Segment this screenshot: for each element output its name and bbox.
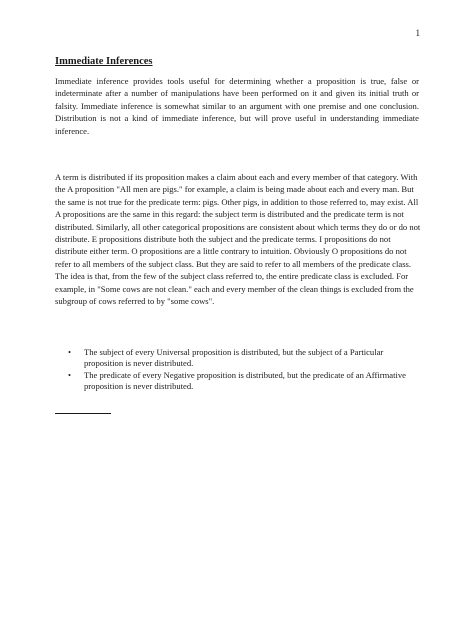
list-item xyxy=(68,370,418,392)
distribution-rules-list xyxy=(68,347,418,393)
list-item xyxy=(68,347,418,369)
intro-paragraph: Immediate inference provides tools useful for determining whether a proposition is true, false or indeterminate after a number of manipulations have been performed on it and given its initial truth or falsity. Immediate inference is somewhat similar to an argument with one premise and one conclusion. Distribution is not a kind of immediate inference, but will prove useful in understanding immediate inference. xyxy=(55,76,419,136)
bullet-icon: • xyxy=(68,347,72,357)
list-item-text: The predicate of every Negative proposition is distributed, but the predicate of an Affirmative proposition is never distributed. xyxy=(84,370,407,391)
page-number: 1 xyxy=(415,28,420,38)
footnote-separator xyxy=(55,413,111,414)
list-item-text: The subject of every Universal proposition is distributed, but the subject of a Particular proposition is never distributed. xyxy=(84,347,384,368)
distribution-paragraph: A term is distributed if its proposition makes a claim about each and every member of that category. With the A proposition "All men are pigs." for example, a claim is being made about each and every man. But the same is not true for the predicate term: pigs. Other pigs, in addition to those referred to, may exist. All A propositions are the same in this regard: the subject term is distributed and the predicate term is not distributed. Similarly, all other categorical propositions are consistent about which terms they do or do not distribute. E propositions distribute both the subject and the predicate terms. I propositions do not distribute either term. O propositions are a little contrary to intuition. Obviously O propositions do not refer to all members of the subject class. But they are said to refer to all members of the predicate class. The idea is that, from the few of the subject class referred to, the entire predicate class is excluded. For example, in "Some cows are not clean." each and every member of the clean things is excluded from the subgroup of cows referred to by "some cows". xyxy=(55,172,421,307)
section-heading: Immediate Inferences xyxy=(55,56,153,67)
bullet-icon: • xyxy=(68,370,72,380)
